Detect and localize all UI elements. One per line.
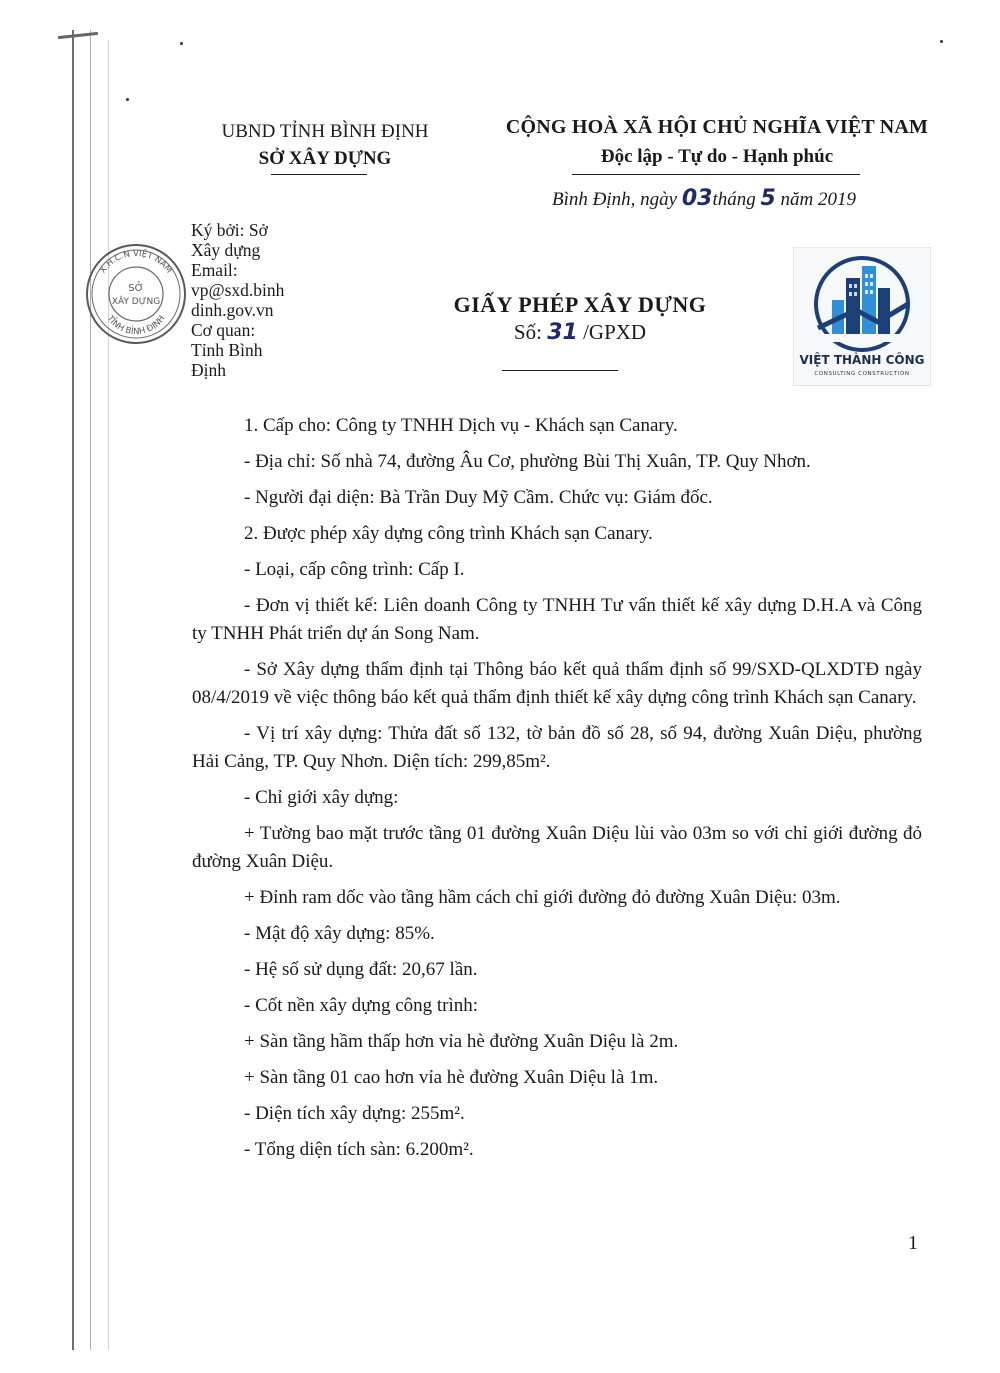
- document-title: GIẤY PHÉP XÂY DỰNG: [453, 292, 707, 317]
- body-paragraph: - Đơn vị thiết kế: Liên doanh Công ty TNHH Tư vấn thiết kế xây dựng D.H.A và Công ty TNHH Phát triển dự án Song Nam.: [192, 595, 922, 644]
- body-paragraph: + Sàn tầng hầm thấp hơn vỉa hè đường Xuân Diệu là 2m.: [244, 1031, 679, 1052]
- scan-speck: [940, 40, 943, 43]
- nation-title: CỘNG HOÀ XÃ HỘI CHỦ NGHĨA VIỆT NAM: [505, 116, 929, 138]
- signature-line: Email:: [191, 260, 238, 280]
- body-paragraph: - Vị trí xây dựng: Thửa đất số 132, tờ bản đồ số 28, số 94, đường Xuân Diệu, phường Hải Cảng, TP. Quy Nhơn. Diện tích: 299,85m².: [192, 723, 922, 772]
- body-paragraph: 2. Được phép xây dựng công trình Khách sạn Canary.: [244, 523, 653, 544]
- issuing-authority: [180, 118, 470, 172]
- svg-text:X.H.C.N VIỆT NAM: X.H.C.N VIỆT NAM: [98, 248, 174, 276]
- divider: [572, 174, 860, 175]
- signature-line: Tỉnh Bình: [191, 340, 263, 360]
- body-paragraph: - Cốt nền xây dựng công trình:: [244, 995, 479, 1016]
- svg-text:XÂY DỰNG: XÂY DỰNG: [111, 297, 161, 307]
- agency-name: SỞ XÂY DỰNG: [258, 148, 392, 169]
- signature-line: Ký bởi: Sở: [191, 220, 268, 240]
- body-paragraph: - Người đại diện: Bà Trần Duy Mỹ Cầm. Chức vụ: Giám đốc.: [244, 487, 713, 508]
- body-paragraph: - Diện tích xây dựng: 255m².: [244, 1103, 465, 1124]
- issue-date: [552, 186, 856, 211]
- date-month: 5: [760, 186, 776, 211]
- signature-line: vp@sxd.binh: [191, 280, 285, 300]
- body-paragraph: - Chỉ giới xây dựng:: [244, 787, 399, 808]
- body-paragraph: - Địa chỉ: Số nhà 74, đường Âu Cơ, phường Bùi Thị Xuân, TP. Quy Nhơn.: [244, 451, 811, 472]
- body-paragraph: - Hệ số sử dụng đất: 20,67 lần.: [244, 959, 478, 980]
- body-paragraph: + Sàn tầng 01 cao hơn vỉa hè đường Xuân Diệu là 1m.: [244, 1067, 659, 1088]
- signature-line: dinh.gov.vn: [191, 300, 274, 320]
- permit-number: [410, 320, 750, 345]
- divider: [502, 370, 618, 371]
- digital-signature-info: [191, 220, 311, 380]
- permit-title-block: [410, 292, 750, 345]
- national-heading: [470, 112, 964, 172]
- number-prefix: Số:: [513, 320, 548, 344]
- date-day: 03: [681, 186, 713, 211]
- province-name: UBND TỈNH BÌNH ĐỊNH: [221, 121, 429, 142]
- scan-speck: [180, 42, 183, 45]
- scan-edge-line: [72, 30, 74, 1350]
- body-paragraph: - Sở Xây dựng thẩm định tại Thông báo kết quả thẩm định số 99/SXD-QLXDTĐ ngày 08/4/2019 về việc thông báo kết quả thẩm định thiết kế xây dựng công trình Khách sạn Canary.: [192, 659, 922, 708]
- body-paragraph: 1. Cấp cho: Công ty TNHH Dịch vụ - Khách sạn Canary.: [244, 415, 678, 436]
- signature-line: Định: [191, 360, 226, 380]
- scan-edge-line: [108, 40, 109, 1350]
- permit-body: [192, 412, 922, 1172]
- body-paragraph: - Tổng diện tích sàn: 6.200m².: [244, 1139, 474, 1160]
- body-paragraph: - Loại, cấp công trình: Cấp I.: [244, 559, 465, 580]
- svg-text:SỞ: SỞ: [128, 283, 144, 294]
- signature-line: Xây dựng: [191, 240, 261, 260]
- logo-tagline: CONSULTING CONSTRUCTION: [814, 371, 910, 377]
- scan-edge-line: [90, 30, 91, 1350]
- date-prefix: Bình Định, ngày: [552, 189, 682, 210]
- number-value: 31: [547, 320, 578, 345]
- body-paragraph: - Mật độ xây dựng: 85%.: [244, 923, 435, 944]
- date-month-word: tháng: [712, 189, 761, 210]
- divider: [271, 174, 367, 175]
- building-logo-icon: [794, 248, 930, 385]
- svg-text:TỈNH BÌNH ĐỊNH: TỈNH BÌNH ĐỊNH: [104, 313, 168, 338]
- official-seal-stamp: [84, 242, 188, 346]
- signature-line: Cơ quan:: [191, 320, 256, 340]
- body-paragraph: + Tường bao mặt trước tầng 01 đường Xuân Diệu lùi vào 03m so với chỉ giới đường đỏ đường Xuân Diệu.: [192, 823, 922, 872]
- number-suffix: /GPXD: [577, 320, 647, 344]
- page-number: 1: [908, 1232, 918, 1254]
- scan-speck: [126, 98, 129, 101]
- body-paragraph: + Đỉnh ram dốc vào tầng hầm cách chỉ giới đường đỏ đường Xuân Diệu: 03m.: [244, 887, 841, 908]
- date-year: năm 2019: [775, 189, 857, 210]
- company-logo: [793, 247, 931, 386]
- logo-name: VIỆT THÀNH CÔNG: [799, 353, 925, 367]
- scan-mark: [58, 32, 98, 39]
- national-motto: Độc lập - Tự do - Hạnh phúc: [600, 146, 834, 167]
